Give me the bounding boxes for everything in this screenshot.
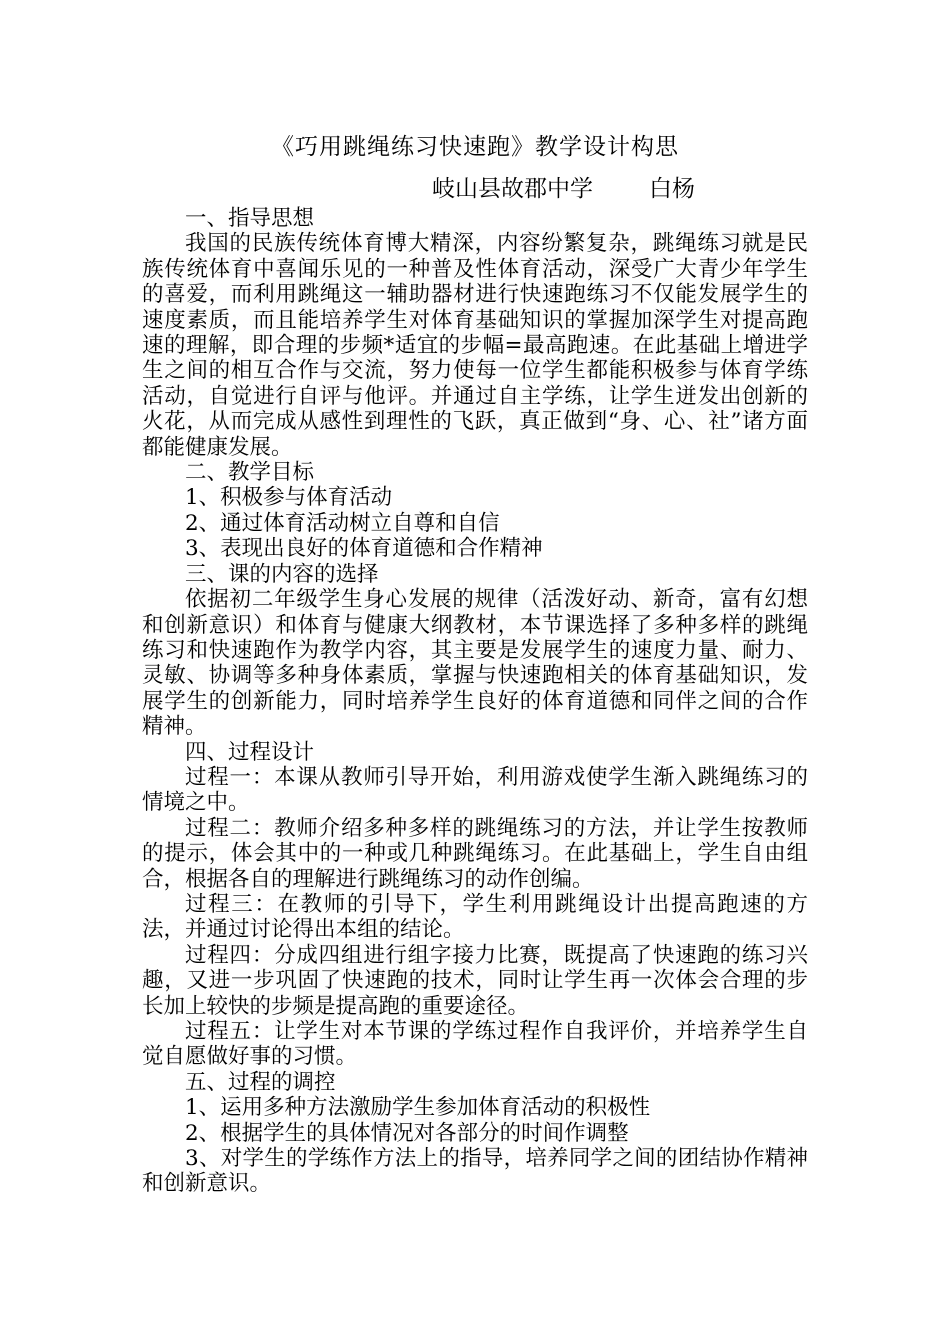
paragraph: 2、根据学生的具体情况对各部分的时间作调整 [185,1120,629,1146]
paragraph: 1、运用多种方法激励学生参加体育活动的积极性 [185,1095,651,1121]
author-line [432,172,695,206]
paragraph: 过程四：分成四组进行组字接力比赛，既提高了快速跑的练习兴趣，又进一步巩固了快速跑的技术，同时让学生再一次体会合理的步长加上较快的步频是提高跑的重要途径。 [142,942,808,1019]
document-title: 《巧用跳绳练习快速跑》教学设计构思 [271,134,679,160]
section-heading: 五、过程的调控 [185,1069,336,1095]
section-heading: 三、课的内容的选择 [185,561,379,587]
paragraph: 3、对学生的学练作方法上的指导，培养同学之间的团结协作精神和创新意识。 [142,1146,808,1197]
author-school: 岐山县故郡中学 [432,176,593,202]
paragraph: 1、积极参与体育活动 [185,485,393,511]
paragraph: 依据初二年级学生身心发展的规律（活泼好动、新奇，富有幻想和创新意识）和体育与健康大纲教材，本节课选择了多种多样的跳绳练习和快速跑作为教学内容，其主要是发展学生的速度力量、耐力、灵敏、协调等多种身体素质，掌握与快速跑相关的体育基础知识，发展学生的创新能力，同时培养学生良好的体育道德和同伴之间的合作精神。 [142,587,808,740]
paragraph: 过程三：在教师的引导下，学生利用跳绳设计出提高跑速的方法，并通过讨论得出本组的结论。 [142,891,808,943]
section-heading: 四、过程设计 [185,739,315,765]
paragraph: 我国的民族传统体育博大精深，内容纷繁复杂，跳绳练习就是民族传统体育中喜闻乐见的一种普及性体育活动，深受广大青少年学生的喜爱，而利用跳绳这一辅助器材进行快速跑练习不仅能发展学生的速度素质，而且能培养学生对体育基础知识的掌握加深学生对提高跑速的理解，即合理的步频*适宜的步幅=最高跑速。在此基础上增进学生之间的相互合作与交流，努力使每一位学生都能积极参与体育学练活动，自觉进行自评与他评。并通过自主学练，让学生迸发出创新的火花，从而完成从感性到理性的飞跃，真正做到“身、心、社”诸方面都能健康发展。 [142,231,808,460]
paragraph: 3、表现出良好的体育道德和合作精神 [185,536,543,562]
paragraph: 过程二：教师介绍多种多样的跳绳练习的方法，并让学生按教师的提示，体会其中的一种或几种跳绳练习。在此基础上，学生自由组合，根据各自的理解进行跳绳练习的动作创编。 [142,815,808,892]
author-name: 白杨 [649,176,695,202]
document-body [142,206,808,1197]
paragraph: 过程一：本课从教师引导开始，利用游戏使学生渐入跳绳练习的情境之中。 [142,764,808,816]
paragraph: 过程五：让学生对本节课的学练过程作自我评价，并培养学生自觉自愿做好事的习惯。 [142,1019,808,1070]
section-heading: 一、指导思想 [185,206,315,231]
section-heading: 二、教学目标 [185,460,315,486]
paragraph: 2、通过体育活动树立自尊和自信 [185,510,500,536]
